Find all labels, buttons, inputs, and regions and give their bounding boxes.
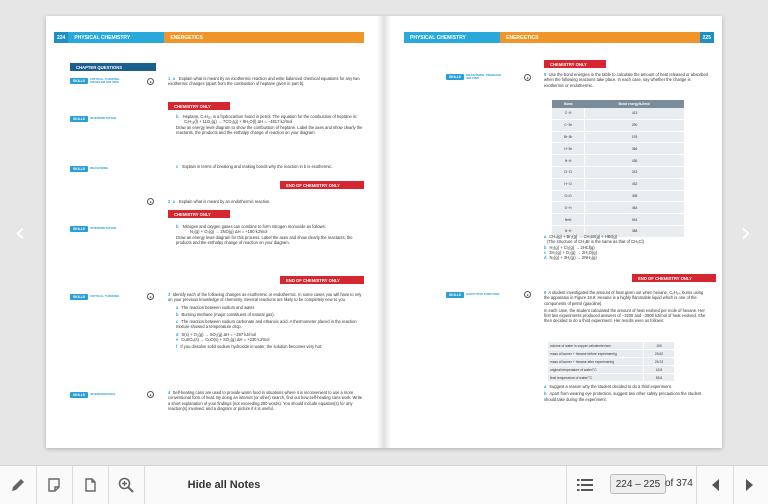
- skills-badge: [70, 116, 116, 122]
- skills-badge: [70, 166, 108, 172]
- bond-cell: Cl−Cl: [552, 166, 585, 178]
- question-number: 4: [168, 390, 171, 395]
- table-row: [552, 202, 684, 214]
- question-text: Explain what is meant by an endothermic reaction.: [178, 199, 271, 204]
- item-text: N₂(g) + 3H₂(g) → 2NH₃(g): [549, 255, 597, 261]
- sub-letter: b: [544, 244, 547, 250]
- list-item: [176, 337, 364, 342]
- table-row: [552, 190, 684, 202]
- page-header: [404, 32, 714, 43]
- skills-name: INTERPRETATION: [90, 226, 116, 231]
- table-row: [552, 166, 684, 178]
- list-item: [176, 305, 364, 310]
- skills-name: CRITICAL THINKING, PROBLEM SOLVING: [90, 77, 121, 85]
- question-text: Draw an energy level diagram to show the combustion of heptane. Label the axes and show clearly the reactants, the products and the enthalpy change of reaction on your diagram.: [176, 124, 363, 135]
- page-header: [54, 32, 364, 43]
- sub-letter: d: [544, 255, 547, 261]
- sub-letter: a: [544, 384, 547, 389]
- energy-cell: 290: [585, 119, 684, 131]
- note-tool-button[interactable]: [36, 466, 73, 504]
- energy-cell: 366: [585, 143, 684, 155]
- difficulty-icon: ●: [147, 391, 154, 398]
- difficulty-icon: ●: [147, 198, 154, 205]
- measurement-value: 100: [644, 342, 675, 350]
- question-number: 5: [544, 72, 547, 77]
- list-item: [544, 391, 710, 402]
- question-1c: [176, 164, 364, 169]
- table-row: [548, 350, 674, 358]
- next-page-arrow-icon[interactable]: ›: [740, 218, 752, 248]
- item-text: The reaction between sodium and water.: [181, 304, 256, 310]
- question-1b: [176, 114, 364, 135]
- end-chemistry-only-banner: END OF CHEMISTRY ONLY: [280, 276, 364, 284]
- item-text: S(s) + O₂(g) → SO₂(g) ΔH = −297 kJ/mol: [181, 331, 257, 337]
- sub-letter: e: [176, 337, 179, 343]
- chemistry-only-banner: CHEMISTRY ONLY: [544, 60, 606, 68]
- chapter-questions-heading: CHAPTER QUESTIONS: [70, 63, 156, 71]
- question-text: Heptane, C₇H₁₆, is a hydrocarbon found in petrol. The equation for the combustion of heptane is:: [182, 114, 358, 119]
- skills-tag: SKILLS: [70, 116, 88, 122]
- measurement-value: 18.8: [644, 366, 675, 374]
- page-number: 225: [700, 32, 714, 43]
- difficulty-icon: ●: [524, 291, 531, 298]
- table-of-contents-button[interactable]: [566, 466, 603, 504]
- skills-badge: [70, 226, 116, 232]
- bond-cell: H−H: [552, 155, 585, 167]
- sub-letter: b: [176, 114, 179, 119]
- item-text: If you dissolve solid sodium hydroxide in water, the solution becomes very hot.: [180, 344, 323, 350]
- skills-name: EXECUTIVE FUNCTION: [466, 292, 500, 297]
- bond-cell: O=O: [552, 190, 585, 202]
- question-number: 6: [544, 290, 547, 295]
- skills-badge: [446, 292, 499, 298]
- item-text: Apart from wearing eye protection, suggest two other safety precautions the student should take during the experiment.: [544, 391, 702, 402]
- skills-badge: [70, 294, 119, 300]
- question-4: [168, 390, 364, 411]
- page-total-label: of 374: [665, 477, 693, 489]
- skills-tag: SKILLS: [70, 294, 88, 300]
- question-text: In each case, the student calculated the amount of heat evolved per mole of hexane. Her first two experiments produced answers of −3200 and −3900 kJ/mol of heat evolved. She then decided to do a third experiment. Her results were as follows:: [544, 307, 706, 324]
- end-chemistry-only-banner: END OF CHEMISTRY ONLY: [280, 181, 364, 189]
- equation: N₂(g) + O₂(g) → 2NO(g) ΔH = +180 kJ/mol: [190, 229, 268, 235]
- question-6-parts: [544, 384, 710, 402]
- question-number: 3: [168, 292, 171, 297]
- question-number: 1: [168, 76, 171, 81]
- table-row: [548, 358, 674, 366]
- table-row: [552, 131, 684, 143]
- table-row: [552, 119, 684, 131]
- column-header: Bond energy/kJ/mol: [585, 100, 684, 108]
- next-page-button[interactable]: [732, 466, 768, 504]
- triangle-left-icon: [710, 478, 720, 492]
- skills-name: REASONING, PROBLEM SOLVING: [466, 73, 501, 81]
- bond-cell: O−H: [552, 202, 585, 214]
- sub-letter: b: [544, 391, 547, 397]
- sub-letter: b: [176, 224, 179, 229]
- table-row: [552, 108, 684, 119]
- measurement-label: volume of water in copper calorimeter/cm³: [548, 342, 644, 350]
- skills-tag: SKILLS: [446, 74, 464, 80]
- table-row: [548, 374, 674, 382]
- skills-badge: [446, 74, 506, 81]
- table-row: [548, 366, 674, 374]
- item-text: H₂(g) + Cl₂(g) → 2HCl(g): [549, 244, 595, 250]
- page-number: 224: [54, 32, 68, 43]
- question-number: 2: [168, 199, 171, 204]
- sub-letter: a: [172, 76, 175, 81]
- question-text: Nitrogen and oxygen gases can combine to form nitrogen monoxide as follows:: [182, 224, 326, 229]
- sub-letter: c: [544, 249, 547, 255]
- energy-cell: 432: [585, 178, 684, 190]
- page-left: [46, 16, 384, 448]
- sub-letter: d: [176, 331, 179, 337]
- energy-cell: 944: [585, 214, 684, 226]
- question-text: Draw an energy level diagram for this process. Label the axes and show clearly the reactants, the products and the enthalpy change of reaction on your diagram.: [176, 234, 353, 245]
- question-text: Use the bond energies in the table to calculate the amount of heat released or absorbed when the following reactions take place. In each case, say whether the change is exothermic or endothermic.: [544, 72, 708, 88]
- equation: C₇H₁₆(l) + 11O₂(g) → 7CO₂(g) + 8H₂O(l) ΔH = −4817 kJ/mol: [184, 119, 293, 125]
- bond-energy-table: [552, 100, 684, 238]
- pen-tool-button[interactable]: [0, 466, 37, 504]
- chapter-title: PHYSICAL CHEMISTRY: [68, 32, 164, 43]
- skills-tag: SKILLS: [70, 392, 88, 398]
- question-3: [168, 292, 364, 350]
- page-right: [384, 16, 722, 448]
- table-row: [552, 214, 684, 226]
- question-2a: [168, 199, 364, 204]
- table-header-row: [552, 100, 684, 108]
- question-6: [544, 290, 710, 324]
- energy-cell: 243: [585, 166, 684, 178]
- measurement-label: final temperature of water/°C: [548, 374, 644, 382]
- skills-badge: [70, 78, 130, 85]
- question-5: [544, 72, 710, 88]
- question-text: Identify each of the following changes as exothermic or endothermic. In some cases you will have to rely on your previous knowledge of chemistry. Several reactions are likely to be completely new to you.: [168, 292, 362, 303]
- chemistry-only-banner: CHEMISTRY ONLY: [168, 102, 230, 110]
- sub-letter: a: [544, 234, 547, 239]
- measurement-label: original temperature of water/°C: [548, 366, 644, 374]
- list-item: [176, 319, 364, 330]
- measurement-label: mass of burner + hexane before experiment/g: [548, 350, 644, 358]
- page-number-input[interactable]: 224 – 225: [610, 474, 666, 494]
- list-item: [176, 312, 364, 317]
- bond-cell: H−Br: [552, 143, 585, 155]
- skills-tag: SKILLS: [70, 78, 88, 84]
- energy-cell: 498: [585, 190, 684, 202]
- skills-name: CRITICAL THINKING: [90, 294, 120, 299]
- section-title: ENERGETICS: [164, 32, 364, 43]
- question-1a: [168, 76, 364, 87]
- skills-name: REASONING: [90, 166, 109, 171]
- list-item: [544, 255, 710, 260]
- item-text: The reaction between sodium carbonate and ethanoic acid. A thermometer placed in the reaction mixture showed a temperature drop.: [176, 319, 357, 330]
- previous-page-arrow-icon[interactable]: ‹: [14, 218, 26, 248]
- chapter-title: PHYSICAL CHEMISTRY: [404, 32, 500, 43]
- chemistry-only-banner: CHEMISTRY ONLY: [168, 210, 230, 218]
- energy-cell: 193: [585, 131, 684, 143]
- table-row: [548, 342, 674, 350]
- bond-cell: C−H: [552, 108, 585, 119]
- sub-letter: c: [176, 319, 179, 325]
- item-text: Suggest a reason why the student decided to do a third experiment.: [549, 384, 672, 389]
- list-item: [176, 344, 364, 349]
- question-text: Self-heating cans are used to provide warm food in situations where it is inconvenient to use a more conventional form of heat. By doing an internet (or other) search, find out how self-heating cans work. Write a short explanation of your findings (not exceeding 200 words). You should include equation(s) for any reaction(s) involved, and a diagram or picture if it is useful.: [168, 390, 363, 411]
- difficulty-icon: ●: [147, 78, 154, 85]
- hide-all-notes-button[interactable]: Hide all Notes: [187, 479, 261, 491]
- sub-letter: f: [176, 344, 178, 350]
- measurement-label: mass of burner + hexane after experiment/g: [548, 358, 644, 366]
- skills-name: INTERPERSONAL: [90, 392, 116, 397]
- question-text: A student investigated the amount of heat given out when hexane, C₆H₁₄, burns using the apparatus in Figure 19.9. Hexane is a highly flammable liquid which is one of the components of petrol (gasoline).: [544, 290, 704, 306]
- table-row: [552, 178, 684, 190]
- question-text: Explain in terms of breaking and making bonds why the reaction in b is exothermic.: [182, 164, 333, 169]
- page-spread: [46, 16, 722, 448]
- question-5-parts: [544, 234, 710, 260]
- bond-cell: H−Cl: [552, 178, 585, 190]
- experiment-results-table: [548, 342, 674, 382]
- measurement-value: 25.62: [644, 350, 675, 358]
- energy-cell: 436: [585, 155, 684, 167]
- question-text: Explain what is meant by an exothermic reaction and write balanced chemical equations for any two exothermic changes (apart from the combustion of heptane given in part b).: [168, 76, 360, 87]
- sticky-note-icon: [46, 477, 62, 493]
- question-2b: [176, 224, 364, 245]
- bond-cell: N≡N: [552, 214, 585, 226]
- list-icon: [577, 478, 593, 492]
- difficulty-icon: ●: [147, 293, 154, 300]
- column-header: Bond: [552, 100, 585, 108]
- table-row: [552, 143, 684, 155]
- item-text: CuSO₄(s) → CuO(s) + SO₃(g) ΔH = +230 kJ/mol: [181, 337, 270, 343]
- sub-letter: c: [176, 164, 179, 169]
- item-text: (The structure of CH₃Br is the same as that of CH₃Cl): [547, 239, 644, 245]
- difficulty-icon: ●: [524, 74, 531, 81]
- previous-page-button[interactable]: [696, 466, 734, 504]
- document-icon: [82, 477, 98, 493]
- skills-name: INTERPRETATION: [90, 116, 116, 121]
- section-title: ENERGETICS: [500, 32, 700, 43]
- skills-tag: SKILLS: [446, 292, 464, 298]
- skills-badge: [70, 392, 116, 398]
- skills-tag: SKILLS: [70, 166, 88, 172]
- end-chemistry-only-banner: END OF CHEMISTRY ONLY: [632, 274, 716, 282]
- zoom-in-icon: [117, 476, 135, 494]
- item-text: CH₄(g) + Br₂(g) → CH₃Br(g) + HBr(g): [549, 234, 617, 239]
- measurement-value: 25.23: [644, 358, 675, 366]
- item-text: 2H₂(g) + O₂(g) → 2H₂O(g): [549, 249, 597, 255]
- energy-cell: 413: [585, 108, 684, 119]
- bond-cell: Br−Br: [552, 131, 585, 143]
- triangle-right-icon: [745, 478, 755, 492]
- bond-cell: N−H: [552, 225, 585, 237]
- list-item: [544, 384, 710, 389]
- item-text: Burning methane (major constituent of natural gas).: [181, 311, 275, 317]
- sub-letter: b: [176, 311, 179, 317]
- sub-letter: a: [172, 199, 175, 204]
- sub-letter: a: [176, 304, 179, 310]
- table-row: [552, 155, 684, 167]
- measurement-value: 55.8: [644, 374, 675, 382]
- page-tool-button[interactable]: [72, 466, 109, 504]
- energy-cell: 464: [585, 202, 684, 214]
- skills-tag: SKILLS: [70, 226, 88, 232]
- zoom-button[interactable]: [108, 466, 145, 504]
- energy-cell: 388: [585, 225, 684, 237]
- bond-cell: C−Br: [552, 119, 585, 131]
- pencil-icon: [10, 477, 26, 493]
